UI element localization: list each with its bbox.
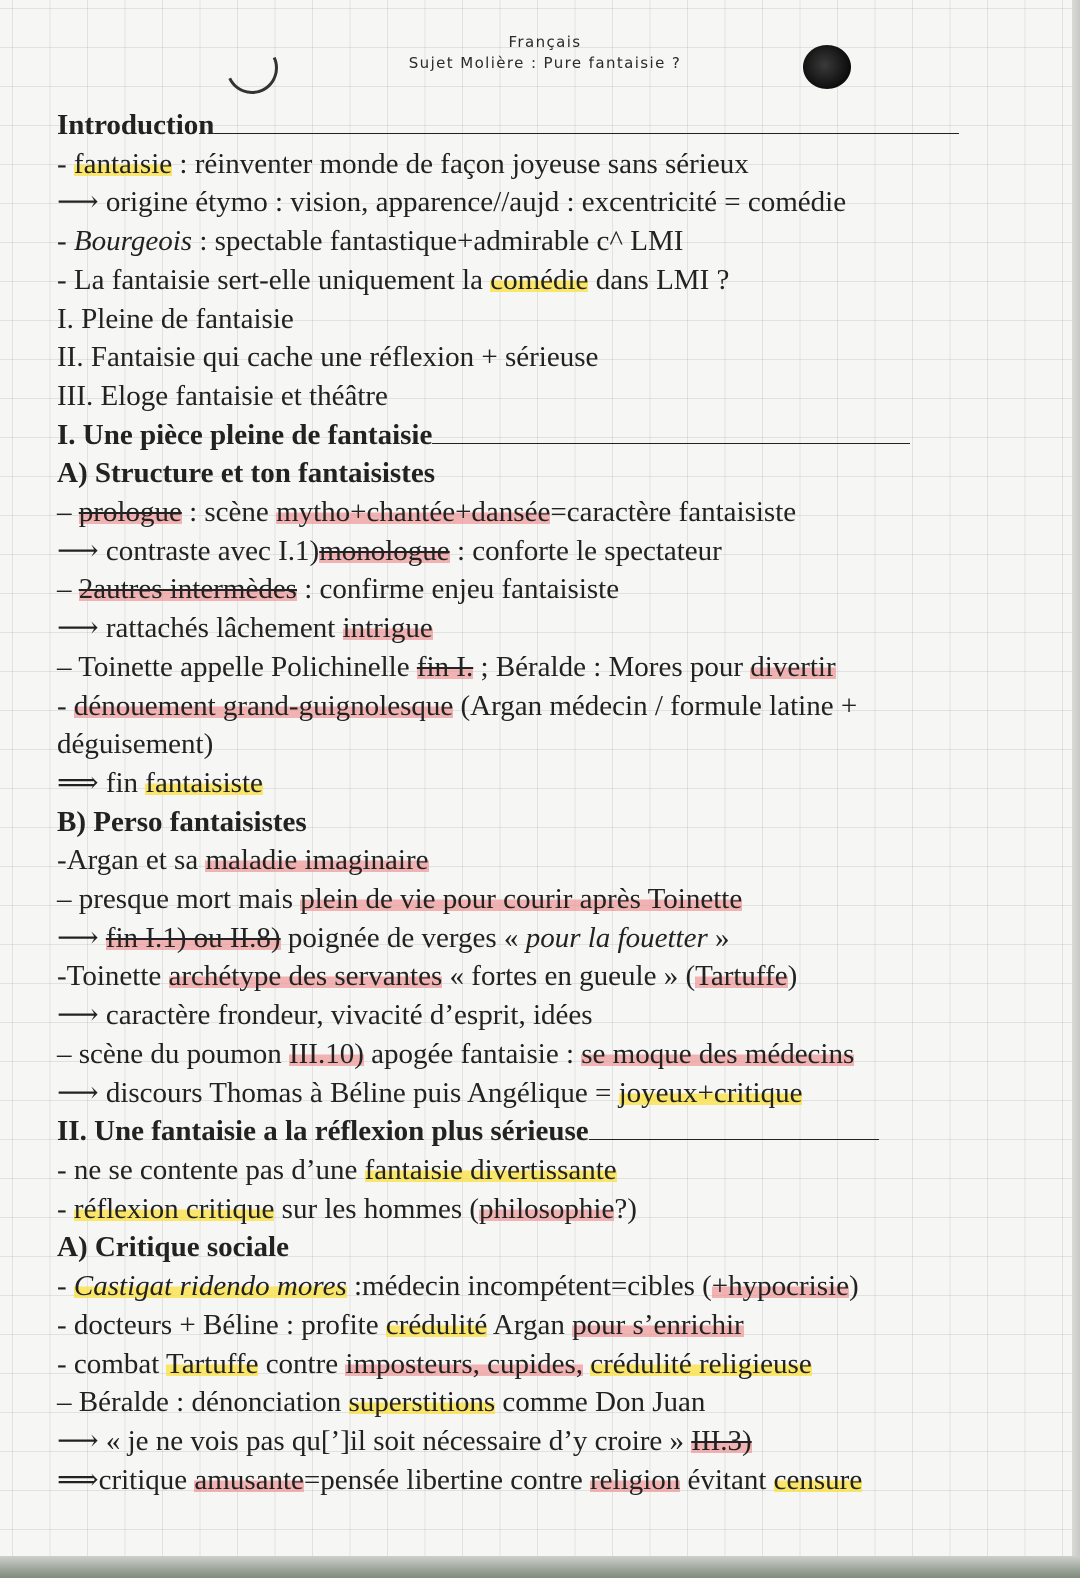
note-line: - fantaisie : réinventer monde de façon joyeuse sans sérieux [57, 147, 749, 180]
highlight: fantaisie divertissante [364, 1153, 617, 1186]
highlight: censure [773, 1463, 863, 1496]
plan-item: III. Eloge fantaisie et théâtre [57, 379, 388, 412]
note-line: - Bourgeois : spectable fantastique+admirable c^ LMI [57, 225, 684, 258]
highlight: pour s’enrichir [572, 1308, 744, 1341]
page-edge [1072, 0, 1080, 1556]
note-line: – Béralde : dénonciation superstitions comme Don Juan [57, 1386, 706, 1419]
plan-item: II. Fantaisie qui cache une réflexion + sérieuse [57, 341, 599, 374]
highlight: fantaisie [73, 147, 173, 180]
highlight: philosophie [479, 1192, 615, 1225]
highlight: divertir [750, 650, 836, 683]
heading-rule [214, 132, 959, 134]
highlight: joyeux+critique [618, 1076, 803, 1109]
highlight: superstitions [348, 1386, 496, 1419]
highlight: religion [590, 1463, 681, 1496]
highlight: crédulité religieuse [590, 1347, 812, 1380]
highlight: archétype des servantes [168, 960, 443, 993]
highlight: intrigue [342, 612, 433, 645]
subsection-heading: B) Perso fantaisistes [57, 805, 307, 838]
note-line: - docteurs + Béline : profite crédulité Argan pour s’enrichir [57, 1308, 744, 1341]
note-line: - combat Tartuffe contre imposteurs, cupides, crédulité religieuse [57, 1347, 812, 1380]
highlight: Tartuffe [166, 1347, 259, 1380]
highlight: 2autres intermèdes [78, 573, 297, 606]
note-line: ⟶ origine étymo : vision, apparence//aujd : excentricité = comédie [57, 186, 847, 219]
highlight: III.10) [288, 1037, 364, 1070]
highlight: III.3) [691, 1424, 752, 1457]
highlight: Castigat ridendo mores [73, 1270, 347, 1303]
note-line: ⟹critique amusante=pensée libertine contre religion évitant censure [57, 1463, 863, 1496]
binder-hole-right [803, 45, 851, 89]
highlight: Tartuffe [695, 960, 788, 993]
binder-hole-left [219, 35, 286, 102]
section-heading: I. Une pièce pleine de fantaisie [57, 416, 997, 455]
note-line: – scène du poumon III.10) apogée fantaisie : se moque des médecins [57, 1037, 855, 1070]
section-heading: Introduction [57, 106, 997, 145]
page-header [380, 32, 710, 74]
heading-rule [432, 442, 910, 444]
highlight: mytho+chantée+dansée [276, 496, 551, 529]
note-line: ⟶ discours Thomas à Béline puis Angélique = joyeux+critique [57, 1076, 803, 1109]
highlight: prologue [78, 496, 182, 529]
highlight: plein de vie pour courir après Toinette [300, 883, 743, 916]
note-line: ⟶ caractère frondeur, vivacité d’esprit, idées [57, 999, 593, 1032]
note-line: -Toinette archétype des servantes « fortes en gueule » (Tartuffe) [57, 960, 798, 993]
note-line: – prologue : scène mytho+chantée+dansée=caractère fantaisiste [57, 496, 797, 529]
note-line: – presque mort mais plein de vie pour courir après Toinette [57, 883, 743, 916]
highlight: monologue [319, 534, 450, 567]
highlight: +hypocrisie [711, 1270, 849, 1303]
note-line: ⟹ fin fantaisiste [57, 766, 263, 799]
subsection-heading: A) Critique sociale [57, 1231, 289, 1264]
note-line: - La fantaisie sert-elle uniquement la comédie dans LMI ? [57, 263, 730, 296]
highlight: fin I.1) ou II.8) [105, 921, 281, 954]
highlight: fantaisiste [145, 766, 263, 799]
note-line: ⟶ fin I.1) ou II.8) poignée de verges « pour la fouetter » [57, 921, 730, 954]
highlight: fin I. [416, 650, 474, 683]
plan-item: I. Pleine de fantaisie [57, 302, 294, 335]
note-line: - Castigat ridendo mores :médecin incompétent=cibles (+hypocrisie) [57, 1270, 859, 1303]
highlight: se moque des médecins [581, 1037, 855, 1070]
note-line: – 2autres intermèdes : confirme enjeu fantaisiste [57, 573, 620, 606]
highlight: comédie [490, 263, 589, 296]
highlight: maladie imaginaire [205, 844, 429, 877]
highlight: amusante [194, 1463, 304, 1496]
heading-rule [589, 1138, 879, 1140]
note-line: - réflexion critique sur les hommes (philosophie?) [57, 1192, 637, 1225]
subject-label: Français [508, 33, 582, 51]
subsection-heading: A) Structure et ton fantaisistes [57, 457, 436, 490]
note-line: ⟶ contraste avec I.1)monologue : conforte le spectateur [57, 534, 722, 567]
note-line: -Argan et sa maladie imaginaire [57, 844, 429, 877]
page-title: Sujet Molière : Pure fantaisie ? [408, 54, 682, 72]
note-line: déguisement) [57, 728, 214, 761]
highlight: réflexion critique [73, 1192, 275, 1225]
note-line: – Toinette appelle Polichinelle fin I. ; Béralde : Mores pour divertir [57, 650, 836, 683]
highlight: imposteurs, cupides, [345, 1347, 584, 1380]
highlight: dénouement grand-guignolesque [73, 689, 454, 722]
note-line: - dénouement grand-guignolesque (Argan médecin / formule latine + [57, 689, 858, 722]
note-line: - ne se contente pas d’une fantaisie divertissante [57, 1153, 617, 1186]
note-line: ⟶ rattachés lâchement intrigue [57, 612, 433, 645]
highlight: crédulité [385, 1308, 488, 1341]
section-heading: II. Une fantaisie a la réflexion plus sérieuse [57, 1112, 997, 1151]
background-surface [0, 1556, 1080, 1578]
notes-body [57, 106, 997, 1499]
note-line: ⟶ « je ne vois pas qu[’]il soit nécessaire d’y croire » III.3) [57, 1424, 752, 1457]
